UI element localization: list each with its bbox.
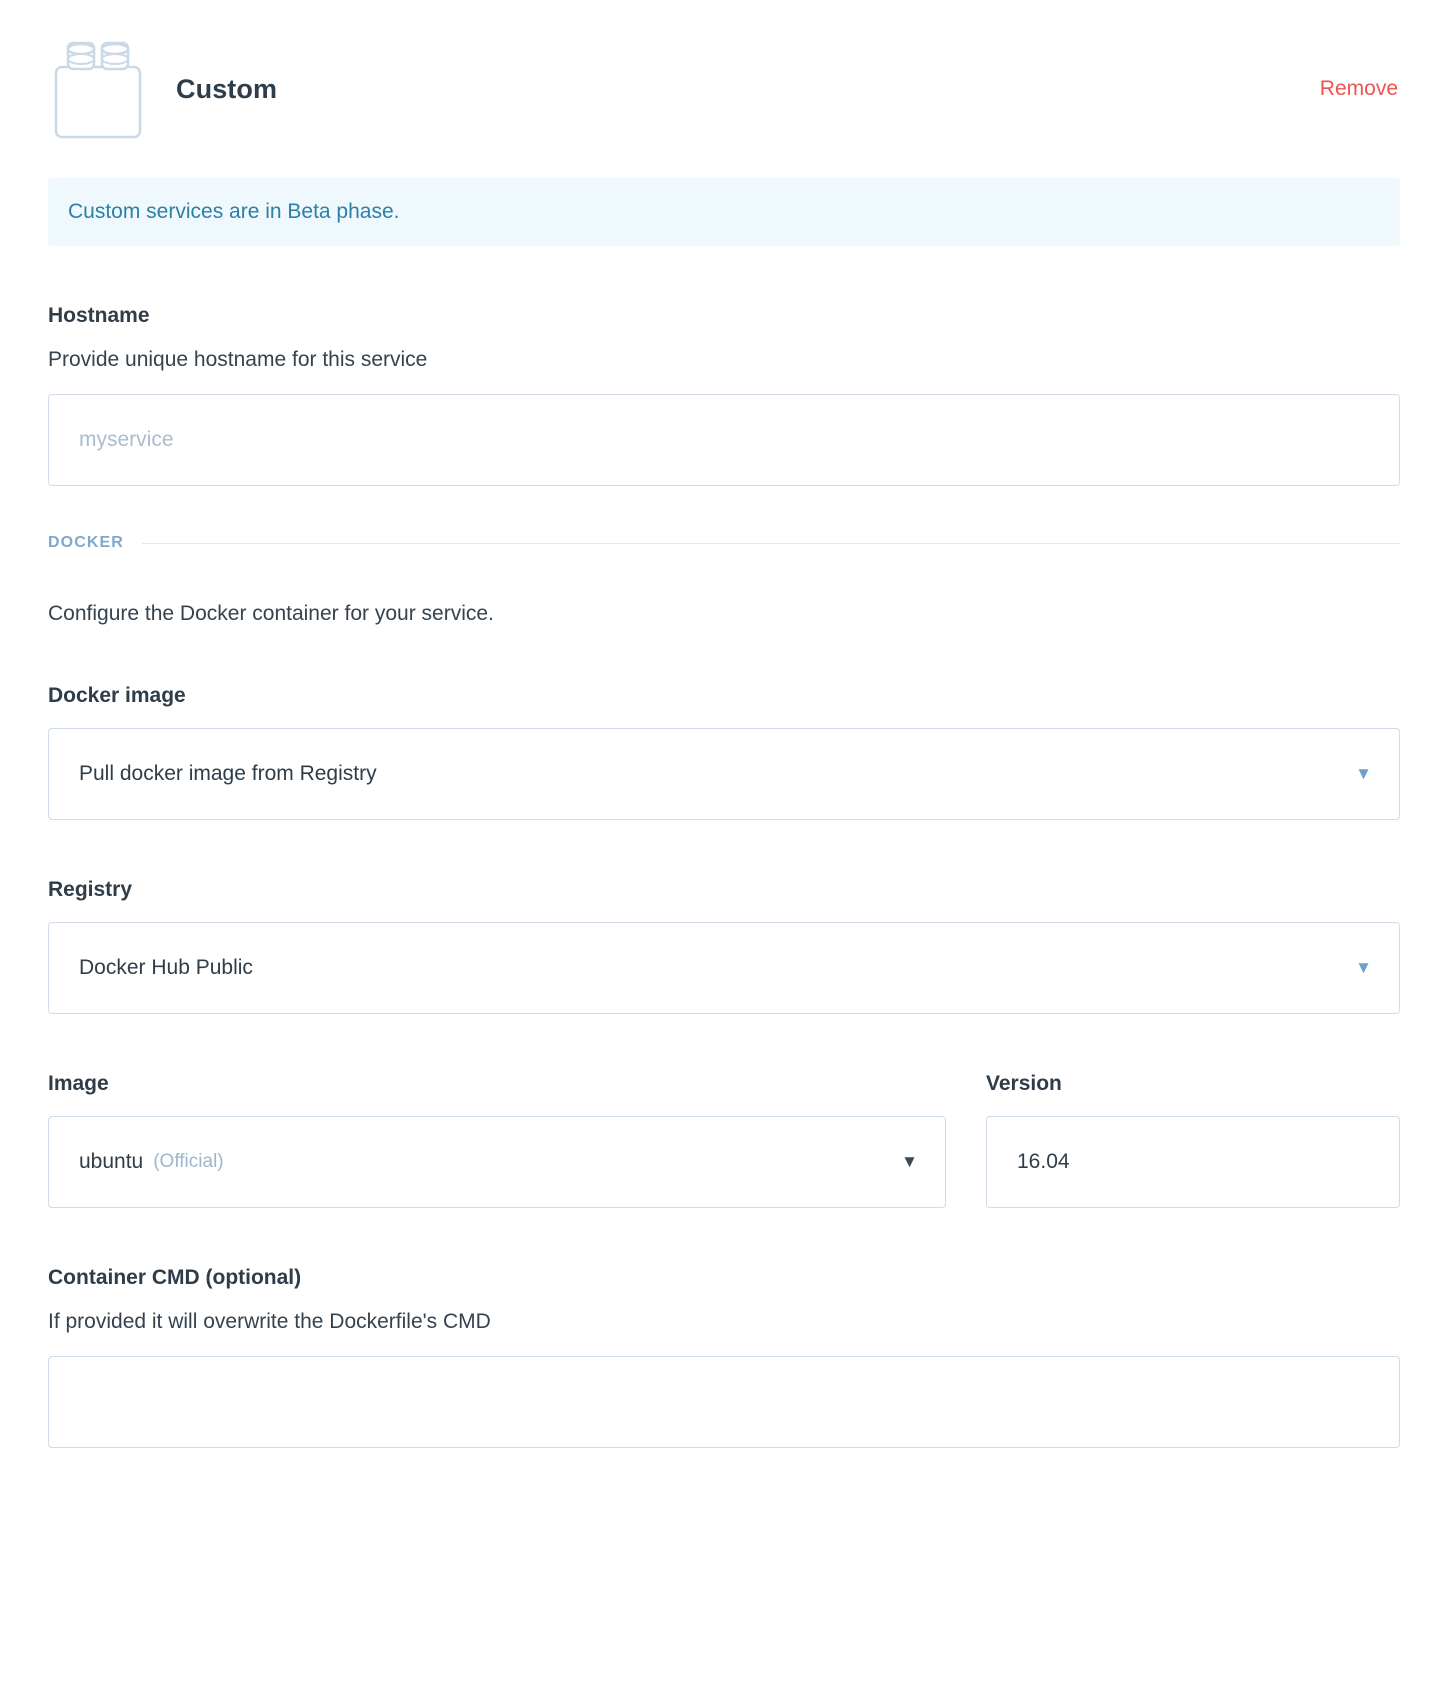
hostname-label: Hostname [48, 304, 150, 327]
container-cmd-section [48, 1266, 1400, 1448]
docker-section-divider [48, 534, 1400, 552]
divider-line [142, 543, 1400, 544]
image-field [48, 1072, 946, 1208]
registry-select[interactable] [48, 922, 1400, 1014]
registry-section [48, 878, 1400, 1014]
docker-image-select-wrapper [48, 728, 1400, 820]
page-title: Custom [176, 73, 278, 104]
registry-selected-value: Docker Hub Public [79, 956, 253, 979]
chevron-down-icon: ▼ [901, 1152, 918, 1171]
remove-service-button[interactable]: Remove [1319, 77, 1398, 100]
docker-description: Configure the Docker container for your service. [48, 602, 494, 625]
hostname-help-text: Provide unique hostname for this service [48, 348, 428, 371]
image-selected-value: ubuntu [79, 1150, 144, 1173]
beta-notice-banner: Custom services are in Beta phase. [48, 178, 1400, 246]
container-cmd-input[interactable] [48, 1356, 1400, 1448]
image-label: Image [48, 1072, 109, 1095]
hostname-section [48, 304, 1400, 486]
docker-image-select[interactable] [48, 728, 1400, 820]
docker-image-selected-value: Pull docker image from Registry [79, 762, 377, 785]
image-official-badge: (Official) [153, 1151, 224, 1172]
version-input[interactable] [986, 1116, 1400, 1208]
registry-select-wrapper [48, 922, 1400, 1014]
version-label: Version [986, 1072, 1062, 1095]
container-cmd-help-text: If provided it will overwrite the Dockerfile's CMD [48, 1310, 491, 1333]
chevron-down-icon: ▼ [1355, 958, 1372, 977]
hostname-input[interactable] [48, 394, 1400, 486]
registry-label: Registry [48, 878, 133, 901]
service-header [48, 30, 1400, 148]
container-cmd-label: Container CMD (optional) [48, 1266, 302, 1289]
docker-image-label: Docker image [48, 684, 186, 707]
image-select[interactable] [48, 1116, 946, 1208]
docker-divider-label: DOCKER [48, 534, 124, 551]
chevron-down-icon: ▼ [1355, 764, 1372, 783]
version-field [986, 1072, 1400, 1208]
image-version-row [48, 1072, 1400, 1208]
lego-brick-icon [50, 37, 146, 141]
docker-image-source-section [48, 684, 1400, 820]
image-select-wrapper [48, 1116, 946, 1208]
